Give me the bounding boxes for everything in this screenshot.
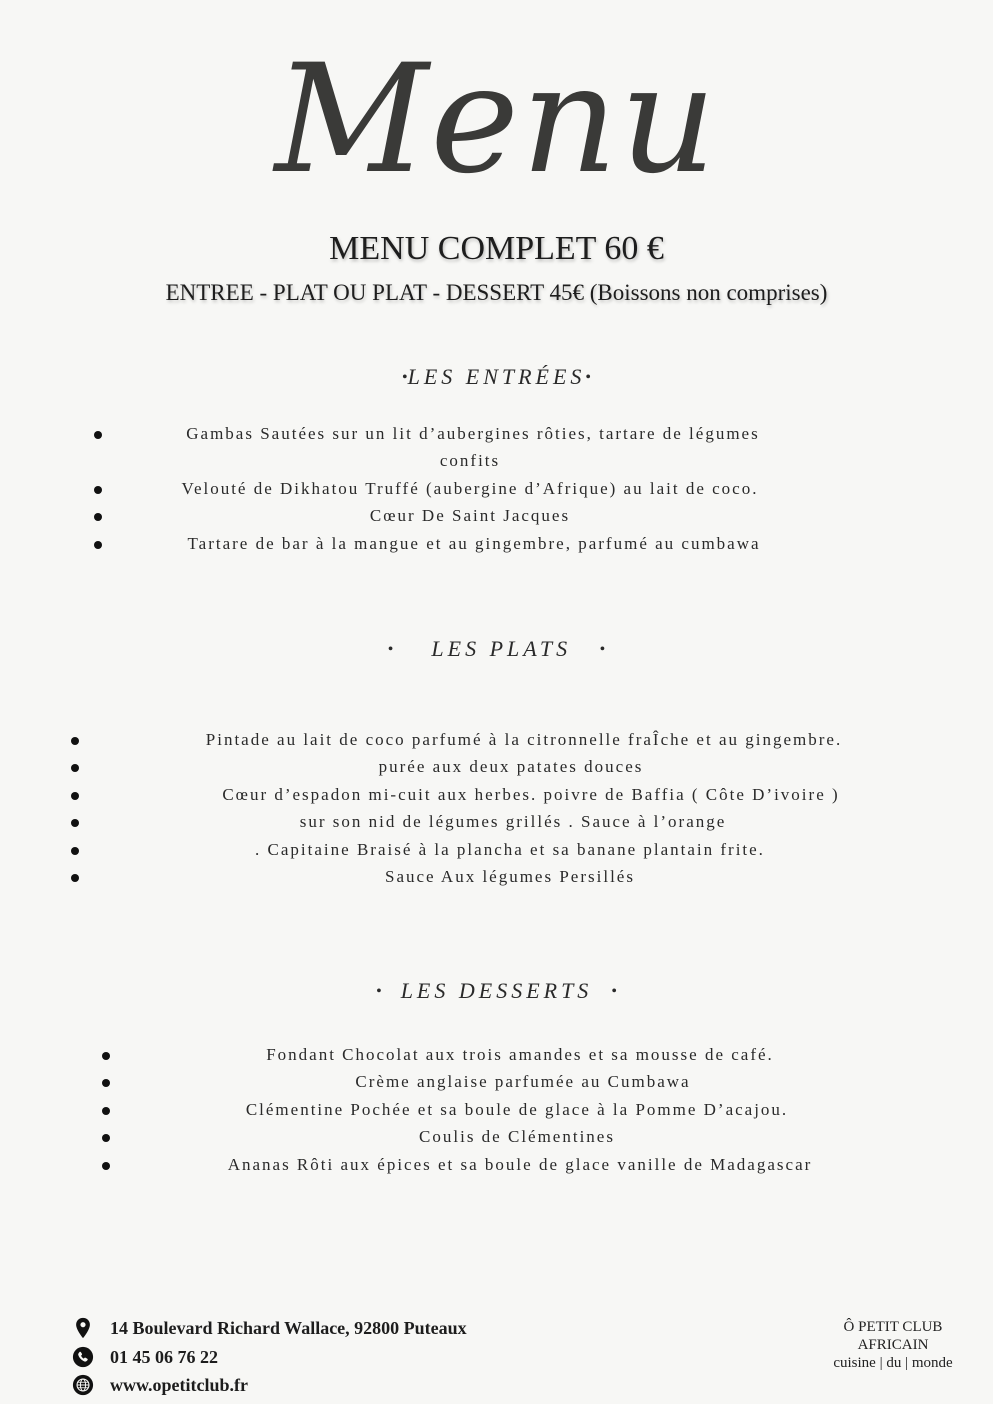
heading-dot: •: [401, 369, 408, 386]
heading-dot: •: [611, 983, 617, 1000]
heading-label: LES PLATS: [431, 636, 572, 661]
heading-dot: •: [387, 641, 394, 658]
globe-icon: [72, 1374, 94, 1396]
phone-text: 01 45 06 76 22: [110, 1346, 218, 1367]
phone-icon: [72, 1346, 94, 1368]
brand-tagline: cuisine | du | monde: [833, 1355, 953, 1371]
section-heading-desserts: [0, 978, 993, 1004]
list-item: Ananas Rôti aux épices et sa boule de glace vanille de Madagascar: [227, 1155, 813, 1174]
list-item: Crème anglaise parfumée au Cumbawa: [355, 1072, 691, 1091]
section-heading-entrees: [0, 364, 993, 390]
heading-dot: •: [585, 369, 592, 386]
list-item: Sauce Aux légumes Persillés: [385, 867, 635, 886]
list-item: Gambas Sautées sur un lit d’aubergines rôties, tartare de légumes: [186, 424, 760, 443]
complete-menu-price: MENU COMPLET 60 €: [329, 230, 664, 267]
menu-title: Menu: [274, 33, 719, 207]
footer-website: [72, 1372, 248, 1398]
section-heading-plats: [0, 636, 993, 662]
heading-dot: •: [376, 983, 382, 1000]
heading-dot: •: [599, 641, 606, 658]
list-item: Fondant Chocolat aux trois amandes et sa mousse de café.: [266, 1045, 774, 1064]
list-item: Cœur De Saint Jacques: [369, 506, 571, 525]
brand-name-line2: AFRICAIN: [857, 1337, 929, 1353]
list-item: Clémentine Pochée et sa boule de glace à la Pomme D’acajou.: [245, 1100, 789, 1119]
list-item: confits: [439, 451, 501, 470]
list-item: Cœur d’espadon mi-cuit aux herbes. poivre de Baffia ( Côte D’ivoire ): [222, 785, 840, 804]
footer-address: [72, 1315, 467, 1341]
brand-block: [810, 1318, 976, 1372]
list-item: Coulis de Clémentines: [419, 1127, 615, 1146]
list-item: purée aux deux patates douces: [378, 757, 644, 776]
footer-phone: [72, 1344, 218, 1370]
list-item: Tartare de bar à la mangue et au gingembre, parfumé au cumbawa: [187, 534, 761, 553]
formula-price: ENTREE - PLAT OU PLAT - DESSERT 45€ (Boissons non comprises): [165, 280, 828, 305]
list-item: Velouté de Dikhatou Truffé (aubergine d’Afrique) au lait de coco.: [181, 479, 759, 498]
brand-name-line1: Ô PETIT CLUB: [843, 1319, 943, 1335]
website-text: www.opetitclub.fr: [110, 1374, 248, 1395]
list-item: . Capitaine Braisé à la plancha et sa banane plantain frite.: [255, 840, 765, 859]
location-pin-icon: [72, 1317, 94, 1339]
list-item: Pintade au lait de coco parfumé à la citronnelle fraÎche et au gingembre.: [205, 730, 843, 749]
address-text: 14 Boulevard Richard Wallace, 92800 Puteaux: [110, 1317, 467, 1338]
heading-label: LES DESSERTS: [400, 978, 593, 1003]
list-item: sur son nid de légumes grillés . Sauce à l’orange: [299, 812, 727, 831]
heading-label: LES ENTRÉES: [407, 364, 586, 389]
